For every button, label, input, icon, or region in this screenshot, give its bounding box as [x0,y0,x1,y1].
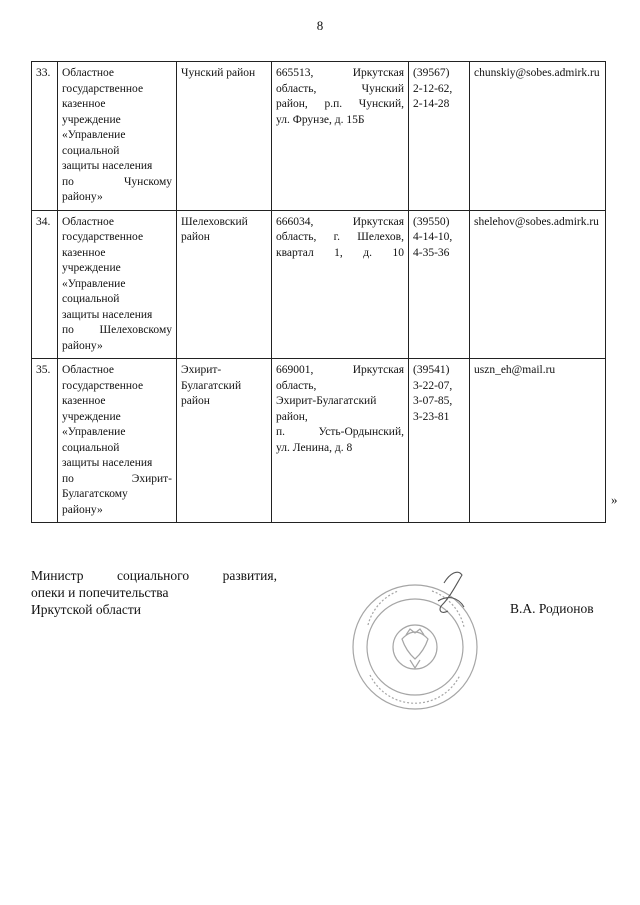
page-number: 8 [316,18,324,33]
district-name: Шелеховский район [177,210,272,359]
signer-title-line2: опеки и попечительства [31,585,169,600]
row-number: 34. [32,210,58,359]
phone-numbers: (39550) 4-14-10, 4-35-36 [409,210,470,359]
organization-name: Областное государственное казенное учреждение «Управление социальной защиты населения по Чунскому району» [58,62,177,211]
signer-title-line1: Министр социального развития, [31,568,277,583]
table-row [32,62,606,211]
table-row [32,359,606,523]
table-row [32,210,606,359]
signature-block [31,567,277,618]
phone-numbers: (39541) 3-22-07, 3-07-85, 3-23-81 [409,359,470,523]
address: 669001, Иркутская область, Эхирит-Булагатский район, п. Усть-Ордынский, ул. Ленина, д. 8 [272,359,409,523]
email-address: uszn_eh@mail.ru [470,359,606,523]
district-name: Чунский район [177,62,272,211]
row-number: 33. [32,62,58,211]
official-seal-stamp [340,565,490,715]
email-address: shelehov@sobes.admirk.ru [470,210,606,359]
address: 665513, Иркутская область, Чунский район, р.п. Чунский, ул. Фрунзе, д. 15Б [272,62,409,211]
organization-name: Областное государственное казенное учреждение «Управление социальной защиты населения по Шелеховскому району» [58,210,177,359]
district-name: Эхирит- Булагатский район [177,359,272,523]
organization-name: Областное государственное казенное учреждение «Управление социальной защиты населения по Эхирит- Булагатскому району» [58,359,177,523]
institutions-table [31,61,606,523]
signer-name: В.А. Родионов [510,601,594,616]
signer-title-line3: Иркутской области [31,602,142,617]
phone-numbers: (39567) 2-12-62, 2-14-28 [409,62,470,211]
address: 666034, Иркутская область, г. Шелехов, квартал 1, д. 10 [272,210,409,359]
closing-quote: » [611,492,618,507]
row-number: 35. [32,359,58,523]
email-address: chunskiy@sobes.admirk.ru [470,62,606,211]
